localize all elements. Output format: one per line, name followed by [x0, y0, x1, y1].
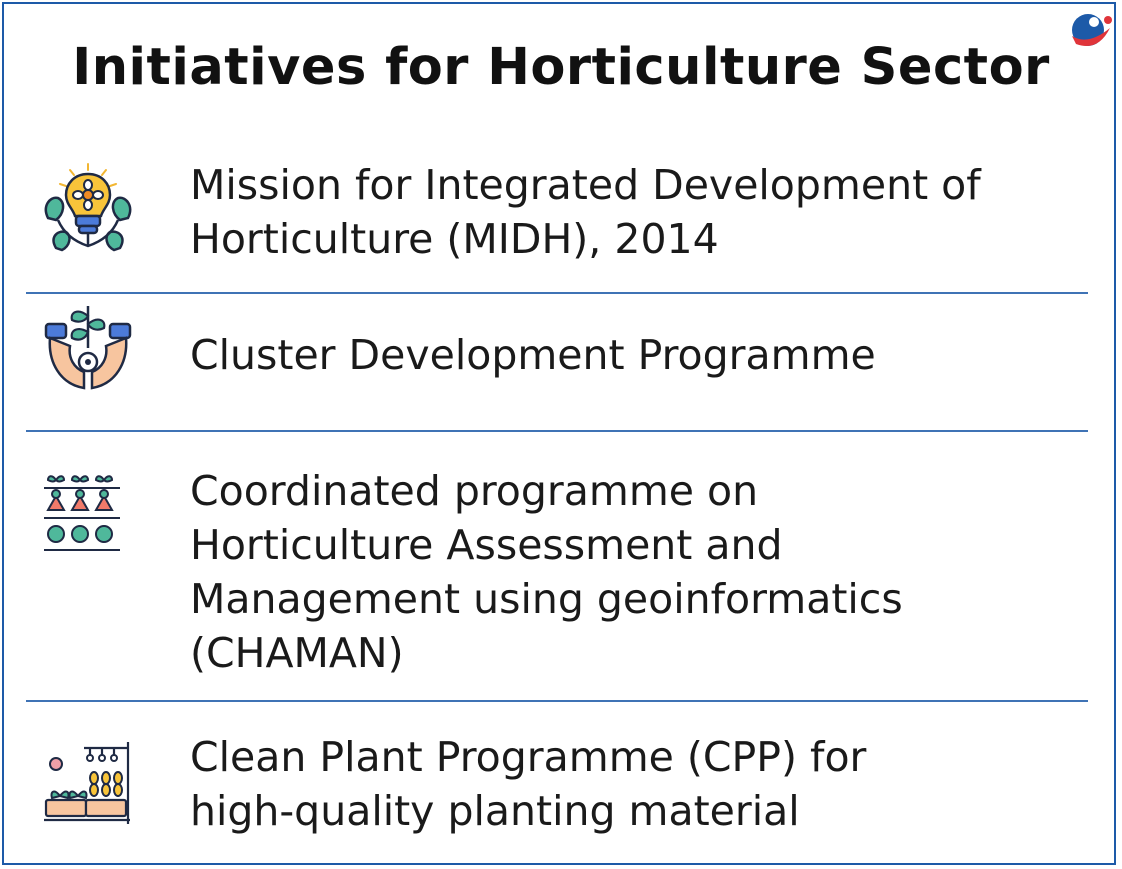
crop-rows-icon [40, 470, 136, 566]
item-text-line: Mission for Integrated Development of [190, 161, 981, 209]
divider [26, 292, 1088, 294]
initiative-item-midh [26, 158, 1088, 278]
lightbulb-flower-icon [40, 162, 136, 258]
item-text-line: Cluster Development Programme [190, 331, 876, 379]
item-text-line: high-quality planting material [190, 787, 800, 835]
item-text-line: Horticulture (MIDH), 2014 [190, 215, 719, 263]
initiative-item-cluster [26, 300, 1088, 420]
hands-plant-gear-icon [40, 302, 136, 398]
item-text-line: Clean Plant Programme (CPP) for [190, 733, 867, 781]
initiative-item-cpp [26, 708, 1088, 858]
nursery-plants-icon [40, 734, 136, 830]
page-title: Initiatives for Horticulture Sector [72, 38, 1050, 97]
item-text-line: Management using geoinformatics [190, 575, 903, 623]
item-text-line: Horticulture Assessment and [190, 521, 783, 569]
divider [26, 700, 1088, 702]
divider [26, 430, 1088, 432]
item-text-line: (CHAMAN) [190, 629, 404, 677]
initiative-item-chaman [26, 438, 1088, 688]
item-text-line: Coordinated programme on [190, 467, 759, 515]
